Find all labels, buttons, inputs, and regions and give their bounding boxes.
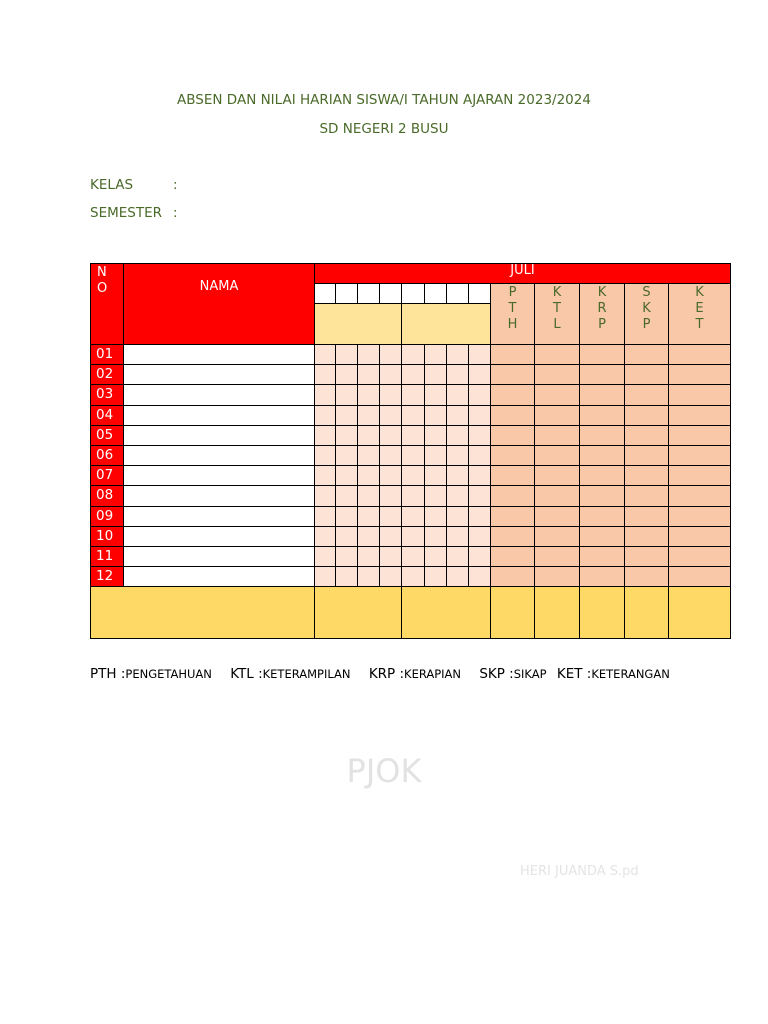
attendance-cell: [357, 546, 380, 567]
attendance-cell: [314, 506, 336, 527]
attendance-cell: [314, 546, 336, 567]
attendance-cell: [357, 364, 380, 385]
class-colon: :: [173, 177, 178, 193]
legend-item-ket: [557, 666, 670, 682]
student-name-cell: [123, 526, 315, 547]
student-name-cell: [123, 485, 315, 506]
row-number: 05: [90, 425, 124, 446]
row-number: 10: [90, 526, 124, 547]
student-name-cell: [123, 425, 315, 446]
attendance-cell: [446, 485, 469, 506]
attendance-cell: [379, 344, 402, 365]
score-cell: [490, 526, 535, 547]
score-cell: [579, 566, 625, 587]
score-cell: [624, 364, 669, 385]
day-header-cell: [314, 283, 336, 304]
score-cell: [668, 445, 731, 466]
row-number: 08: [90, 485, 124, 506]
legend-item-krp: [369, 666, 461, 682]
author-name: HERI JUANDA S.pd: [520, 864, 639, 879]
attendance-cell: [401, 405, 425, 426]
attendance-cell: [314, 566, 336, 587]
student-name-cell: [123, 364, 315, 385]
score-cell: [534, 344, 580, 365]
score-cell: [668, 546, 731, 567]
attendance-cell: [401, 485, 425, 506]
month-header: JULI: [314, 263, 731, 284]
attendance-cell: [357, 344, 380, 365]
attendance-cell: [357, 485, 380, 506]
score-cell: [624, 344, 669, 365]
score-cell: [579, 465, 625, 486]
attendance-table: [90, 263, 730, 638]
legend-item-pth: [90, 666, 212, 682]
attendance-cell: [379, 405, 402, 426]
watermark: PJOK: [346, 752, 422, 790]
attendance-cell: [446, 566, 469, 587]
row-number: 01: [90, 344, 124, 365]
attendance-cell: [401, 384, 425, 405]
score-cell: [490, 425, 535, 446]
attendance-cell: [424, 384, 447, 405]
attendance-cell: [357, 384, 380, 405]
score-cell: [490, 405, 535, 426]
score-cell: [534, 506, 580, 527]
attendance-cell: [424, 425, 447, 446]
attendance-cell: [401, 445, 425, 466]
footer-cell: [534, 586, 580, 639]
attendance-cell: [401, 465, 425, 486]
legend-code: KRP :: [368, 666, 405, 682]
attendance-cell: [446, 344, 469, 365]
attendance-cell: [335, 384, 358, 405]
attendance-cell: [446, 405, 469, 426]
attendance-cell: [401, 344, 425, 365]
row-number: 09: [90, 506, 124, 527]
attendance-cell: [468, 344, 491, 365]
attendance-cell: [335, 526, 358, 547]
school-name: SD NEGERI 2 BUSU: [319, 121, 449, 137]
score-cell: [490, 364, 535, 385]
class-label: KELAS: [90, 177, 134, 193]
score-cell: [490, 465, 535, 486]
document-title: ABSEN DAN NILAI HARIAN SISWA/I TAHUN AJARAN 2023/2024: [177, 92, 591, 108]
attendance-cell: [446, 465, 469, 486]
attendance-cell: [314, 445, 336, 466]
name-header: NAMA: [123, 263, 315, 345]
legend-desc: PENGETAHUAN: [125, 667, 212, 681]
score-cell: [490, 485, 535, 506]
score-cell: [490, 546, 535, 567]
skp-header: S K P: [624, 283, 669, 345]
row-number: 04: [90, 405, 124, 426]
day-header-cell: [401, 283, 425, 304]
score-cell: [534, 465, 580, 486]
score-cell: [534, 485, 580, 506]
footer-cell: [90, 586, 315, 639]
day-header-cell: [357, 283, 380, 304]
attendance-cell: [335, 425, 358, 446]
legend: [90, 666, 684, 682]
attendance-cell: [424, 405, 447, 426]
score-cell: [624, 566, 669, 587]
score-cell: [668, 384, 731, 405]
attendance-cell: [379, 506, 402, 527]
score-cell: [624, 546, 669, 567]
attendance-cell: [401, 364, 425, 385]
attendance-cell: [424, 506, 447, 527]
attendance-cell: [314, 384, 336, 405]
attendance-cell: [424, 485, 447, 506]
attendance-cell: [446, 384, 469, 405]
score-cell: [579, 546, 625, 567]
attendance-cell: [379, 566, 402, 587]
student-name-cell: [123, 445, 315, 466]
score-cell: [579, 506, 625, 527]
attendance-cell: [357, 425, 380, 446]
attendance-cell: [401, 526, 425, 547]
legend-item-skp: [479, 666, 546, 682]
score-cell: [534, 445, 580, 466]
day-header-cell: [379, 283, 402, 304]
attendance-cell: [379, 384, 402, 405]
attendance-cell: [401, 425, 425, 446]
attendance-cell: [314, 465, 336, 486]
attendance-cell: [335, 364, 358, 385]
attendance-cell: [357, 566, 380, 587]
attendance-cell: [357, 465, 380, 486]
attendance-cell: [335, 485, 358, 506]
attendance-cell: [446, 506, 469, 527]
score-cell: [668, 566, 731, 587]
attendance-cell: [468, 485, 491, 506]
attendance-cell: [424, 546, 447, 567]
footer-cell: [579, 586, 625, 639]
attendance-cell: [314, 425, 336, 446]
legend-code: PTH :: [90, 666, 126, 682]
legend-desc: KETERAMPILAN: [262, 667, 351, 681]
footer-cell: [668, 586, 731, 639]
footer-cell: [624, 586, 669, 639]
score-cell: [668, 425, 731, 446]
attendance-cell: [401, 546, 425, 567]
semester-colon: :: [173, 205, 178, 221]
ktl-header: K T L: [534, 283, 580, 345]
student-name-cell: [123, 546, 315, 567]
score-cell: [490, 445, 535, 466]
attendance-cell: [468, 566, 491, 587]
score-cell: [579, 364, 625, 385]
attendance-cell: [424, 344, 447, 365]
attendance-cell: [446, 364, 469, 385]
attendance-cell: [335, 546, 358, 567]
legend-item-ktl: [230, 666, 350, 682]
score-cell: [624, 384, 669, 405]
row-number: 06: [90, 445, 124, 466]
day-header-cell: [446, 283, 469, 304]
legend-code: KET :: [556, 666, 592, 682]
attendance-cell: [424, 566, 447, 587]
score-cell: [534, 405, 580, 426]
attendance-cell: [468, 364, 491, 385]
attendance-cell: [335, 465, 358, 486]
footer-cell: [401, 586, 491, 639]
student-name-cell: [123, 506, 315, 527]
score-cell: [668, 405, 731, 426]
row-number: 11: [90, 546, 124, 567]
row-number: 12: [90, 566, 124, 587]
score-cell: [534, 364, 580, 385]
attendance-cell: [335, 344, 358, 365]
score-cell: [534, 526, 580, 547]
attendance-cell: [468, 546, 491, 567]
day-header-cell: [468, 283, 491, 304]
attendance-cell: [379, 465, 402, 486]
attendance-cell: [357, 506, 380, 527]
score-cell: [490, 506, 535, 527]
score-cell: [579, 445, 625, 466]
score-cell: [579, 405, 625, 426]
attendance-cell: [379, 364, 402, 385]
student-name-cell: [123, 405, 315, 426]
attendance-cell: [401, 506, 425, 527]
attendance-cell: [314, 485, 336, 506]
score-cell: [490, 384, 535, 405]
attendance-cell: [424, 526, 447, 547]
attendance-cell: [379, 425, 402, 446]
attendance-cell: [468, 405, 491, 426]
score-cell: [624, 445, 669, 466]
attendance-cell: [424, 364, 447, 385]
week-header-cell: [314, 303, 402, 345]
score-cell: [668, 526, 731, 547]
day-header-cell: [335, 283, 358, 304]
attendance-cell: [468, 425, 491, 446]
attendance-cell: [357, 405, 380, 426]
score-cell: [579, 425, 625, 446]
score-cell: [534, 425, 580, 446]
class-field: [90, 177, 178, 193]
score-cell: [624, 405, 669, 426]
score-cell: [624, 526, 669, 547]
attendance-cell: [335, 445, 358, 466]
attendance-cell: [446, 425, 469, 446]
legend-desc: KETERANGAN: [591, 667, 670, 681]
attendance-cell: [379, 485, 402, 506]
attendance-cell: [335, 506, 358, 527]
score-cell: [579, 485, 625, 506]
attendance-cell: [314, 344, 336, 365]
row-number: 02: [90, 364, 124, 385]
attendance-cell: [379, 546, 402, 567]
attendance-cell: [379, 526, 402, 547]
attendance-cell: [314, 364, 336, 385]
row-number: 07: [90, 465, 124, 486]
attendance-cell: [468, 445, 491, 466]
no-header: N O: [90, 263, 124, 345]
attendance-cell: [468, 526, 491, 547]
footer-cell: [314, 586, 402, 639]
footer-cell: [490, 586, 535, 639]
score-cell: [534, 566, 580, 587]
krp-header: K R P: [579, 283, 625, 345]
attendance-cell: [401, 566, 425, 587]
student-name-cell: [123, 566, 315, 587]
week-header-cell: [401, 303, 491, 345]
attendance-cell: [314, 526, 336, 547]
legend-desc: SIKAP: [513, 667, 547, 681]
score-cell: [624, 425, 669, 446]
attendance-cell: [335, 566, 358, 587]
ket-header: K E T: [668, 283, 731, 345]
row-number: 03: [90, 384, 124, 405]
semester-label: SEMESTER: [90, 205, 163, 221]
semester-field: [90, 205, 178, 221]
score-cell: [624, 506, 669, 527]
score-cell: [579, 384, 625, 405]
score-cell: [534, 546, 580, 567]
score-cell: [668, 364, 731, 385]
pth-header: P T H: [490, 283, 535, 345]
student-name-cell: [123, 344, 315, 365]
student-name-cell: [123, 384, 315, 405]
legend-desc: KERAPIAN: [404, 667, 462, 681]
score-cell: [624, 485, 669, 506]
attendance-cell: [357, 445, 380, 466]
score-cell: [668, 485, 731, 506]
attendance-cell: [424, 445, 447, 466]
attendance-cell: [446, 526, 469, 547]
attendance-cell: [468, 384, 491, 405]
score-cell: [579, 526, 625, 547]
attendance-cell: [446, 546, 469, 567]
attendance-cell: [357, 526, 380, 547]
attendance-cell: [424, 465, 447, 486]
day-header-cell: [424, 283, 447, 304]
attendance-cell: [468, 506, 491, 527]
score-cell: [490, 566, 535, 587]
score-cell: [534, 384, 580, 405]
score-cell: [668, 344, 731, 365]
attendance-cell: [335, 405, 358, 426]
attendance-cell: [446, 445, 469, 466]
score-cell: [668, 465, 731, 486]
score-cell: [490, 344, 535, 365]
legend-code: KTL :: [230, 666, 263, 682]
attendance-cell: [468, 465, 491, 486]
student-name-cell: [123, 465, 315, 486]
score-cell: [579, 344, 625, 365]
attendance-cell: [314, 405, 336, 426]
score-cell: [624, 465, 669, 486]
legend-code: SKP :: [479, 666, 514, 682]
score-cell: [668, 506, 731, 527]
attendance-cell: [379, 445, 402, 466]
